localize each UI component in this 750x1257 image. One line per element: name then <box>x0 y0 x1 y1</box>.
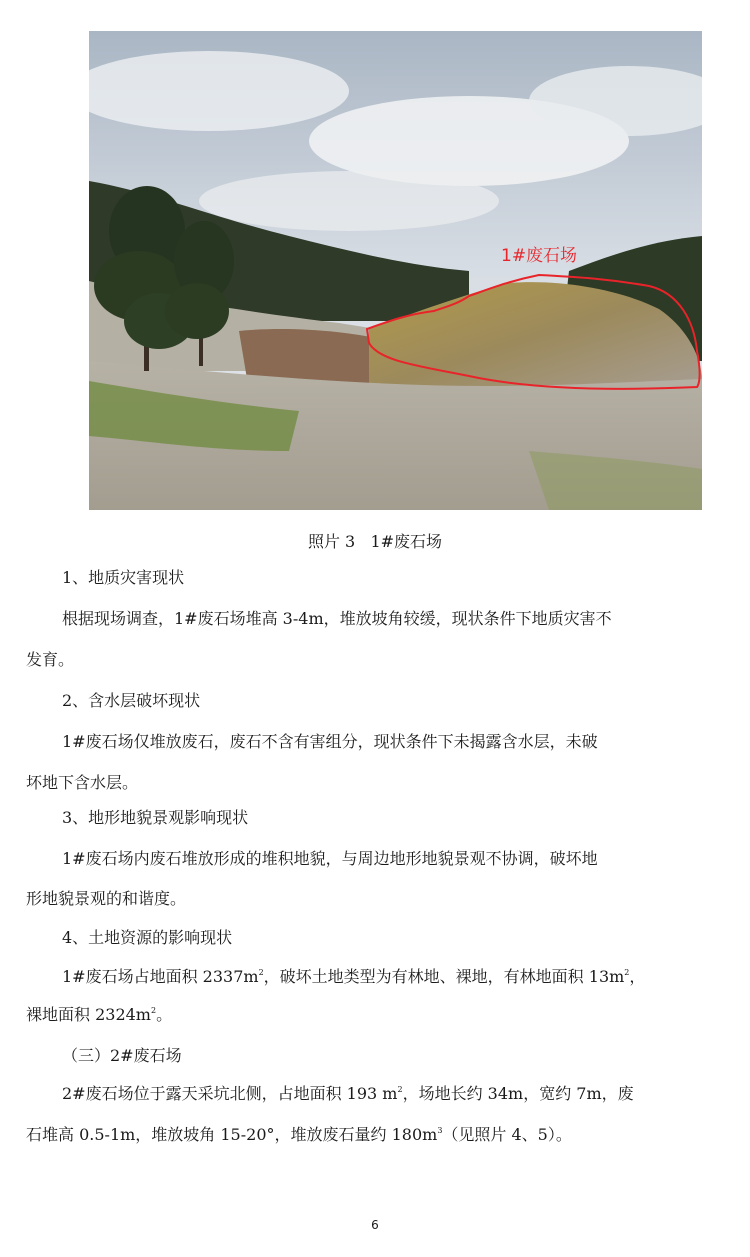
heading-land-resource-impact: 4、土地资源的影响现状 <box>62 928 233 947</box>
heading-geological-hazard: 1、地质灾害现状 <box>62 568 185 587</box>
site-photo <box>89 31 702 510</box>
page-number: 6 <box>371 1218 379 1232</box>
paragraph-dump-2-line1: 2#废石场位于露天采坑北侧，占地面积 193 $m^2$，场地长约 34m，宽约 7m，废 <box>62 1084 634 1103</box>
paragraph-land-resource-line1: 1#废石场占地面积 $2337m^2$，破坏土地类型为有林地、裸地，有林地面积 $13m^2$， <box>62 967 646 986</box>
site-photo-drawing <box>89 31 702 510</box>
paragraph-land-resource-line2: 裸地面积 $2324m^2$。 <box>26 1005 173 1024</box>
paragraph-landform-impact-line1: 1#废石场内废石堆放形成的堆积地貌，与周边地形地貌景观不协调，破坏地 <box>62 849 598 868</box>
paragraph-aquifer-damage-line2: 坏地下含水层。 <box>26 773 139 792</box>
paragraph-geological-hazard-line1: 根据现场调查，1#废石场堆高 3-4m，堆放坡角较缓，现状条件下地质灾害不 <box>62 609 612 628</box>
paragraph-dump-2-line2: 石堆高 0.5-1m，堆放坡角 15-20°，堆放废石量约 $180m^3$（见照片 4、5）。 <box>26 1125 572 1144</box>
heading-landform-impact: 3、地形地貌景观影响现状 <box>62 808 249 827</box>
paragraph-geological-hazard-line2: 发育。 <box>26 650 75 669</box>
photo-annotation-label: 1#废石场 <box>501 246 578 266</box>
paragraph-aquifer-damage-line1: 1#废石场仅堆放废石，废石不含有害组分，现状条件下未揭露含水层，未破 <box>62 732 598 751</box>
paragraph-landform-impact-line2: 形地貌景观的和谐度。 <box>26 889 187 908</box>
section-heading-dump-2: （三）2#废石场 <box>62 1046 182 1065</box>
heading-aquifer-damage: 2、含水层破坏现状 <box>62 691 201 710</box>
photo-caption: 照片 3 1#废石场 <box>307 532 443 551</box>
